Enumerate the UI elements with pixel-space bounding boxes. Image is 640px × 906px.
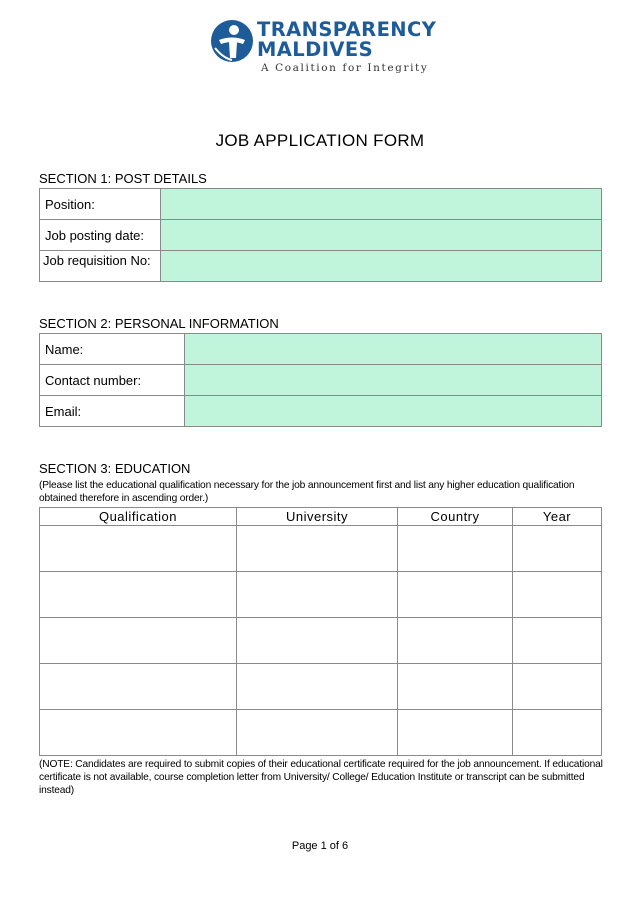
- email-field[interactable]: [185, 396, 602, 427]
- name-field[interactable]: [185, 334, 602, 365]
- education-row: [40, 618, 602, 664]
- section1-heading: SECTION 1: POST DETAILS: [39, 171, 207, 186]
- post-details-row-requisition: [40, 251, 602, 282]
- logo-name-line2: MALDIVES: [257, 38, 374, 61]
- job-posting-date-field[interactable]: [161, 220, 602, 251]
- logo-name-line1: TRANSPARENCY: [257, 18, 437, 41]
- country-field[interactable]: [398, 710, 513, 756]
- page-number: Page 1 of 6: [291, 840, 349, 852]
- university-field[interactable]: [237, 526, 398, 572]
- job-requisition-label: Job requisition No:: [40, 251, 161, 282]
- university-column-header: University: [237, 508, 398, 526]
- section3-heading: SECTION 3: EDUCATION: [39, 461, 191, 476]
- email-label: Email:: [40, 396, 185, 427]
- country-field[interactable]: [398, 572, 513, 618]
- form-title: JOB APPLICATION FORM: [215, 131, 425, 150]
- personal-info-row-contact: [40, 365, 602, 396]
- university-field[interactable]: [237, 572, 398, 618]
- education-row: [40, 526, 602, 572]
- position-label: Position:: [40, 189, 161, 220]
- university-field[interactable]: [237, 710, 398, 756]
- contact-number-label: Contact number:: [40, 365, 185, 396]
- education-row: [40, 710, 602, 756]
- country-field[interactable]: [398, 618, 513, 664]
- personal-info-row-name: [40, 334, 602, 365]
- year-field[interactable]: [513, 572, 602, 618]
- organization-logo: [209, 18, 439, 76]
- personal-info-row-email: [40, 396, 602, 427]
- qualification-field[interactable]: [40, 526, 237, 572]
- country-column-header: Country: [398, 508, 513, 526]
- education-header-row: [40, 508, 602, 526]
- year-field[interactable]: [513, 618, 602, 664]
- logo-emblem-icon: [209, 18, 255, 64]
- education-table: [39, 507, 602, 756]
- qualification-field[interactable]: [40, 572, 237, 618]
- section2-heading: SECTION 2: PERSONAL INFORMATION: [39, 316, 279, 331]
- education-row: [40, 664, 602, 710]
- education-note: (NOTE: Candidates are required to submit copies of their educational certificate required for the job announcement. If educational certificate is not available, course completion letter from University/ College/ Education Institute or transcript can be submitted instead): [39, 759, 603, 796]
- university-field[interactable]: [237, 664, 398, 710]
- name-label: Name:: [40, 334, 185, 365]
- country-field[interactable]: [398, 526, 513, 572]
- qualification-column-header: Qualification: [40, 508, 237, 526]
- year-column-header: Year: [513, 508, 602, 526]
- post-details-row-date: [40, 220, 602, 251]
- education-instruction: (Please list the educational qualification necessary for the job announcement first and list any higher education qualification obtained therefore in ascending order.): [39, 480, 575, 504]
- position-field[interactable]: [161, 189, 602, 220]
- year-field[interactable]: [513, 526, 602, 572]
- contact-number-field[interactable]: [185, 365, 602, 396]
- post-details-row-position: [40, 189, 602, 220]
- personal-info-table: [39, 333, 602, 427]
- job-requisition-field[interactable]: [161, 251, 602, 282]
- qualification-field[interactable]: [40, 618, 237, 664]
- qualification-field[interactable]: [40, 710, 237, 756]
- year-field[interactable]: [513, 710, 602, 756]
- year-field[interactable]: [513, 664, 602, 710]
- education-row: [40, 572, 602, 618]
- country-field[interactable]: [398, 664, 513, 710]
- post-details-table: [39, 188, 602, 282]
- job-posting-date-label: Job posting date:: [40, 220, 161, 251]
- qualification-field[interactable]: [40, 664, 237, 710]
- logo-tagline: A Coalition for Integrity: [261, 62, 429, 74]
- university-field[interactable]: [237, 618, 398, 664]
